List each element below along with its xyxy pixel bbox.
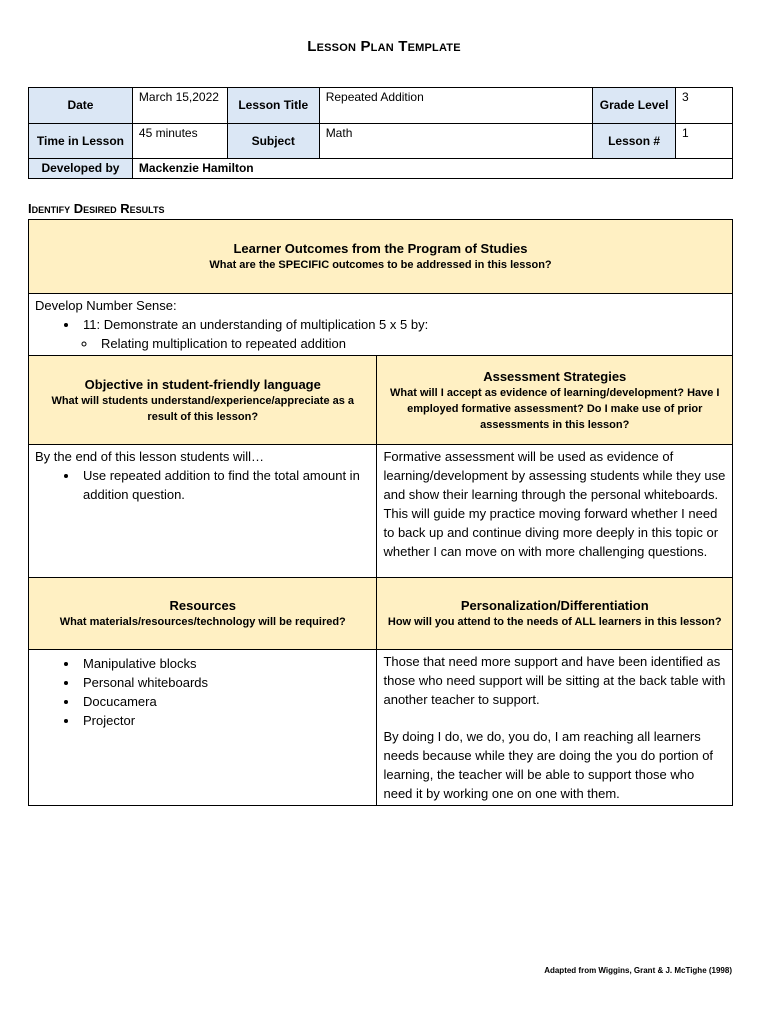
time-label: Time in Lesson [29, 124, 133, 159]
learner-outcomes-body [29, 294, 733, 356]
assessment-heading: Assessment Strategies [483, 368, 627, 384]
learner-outcomes-heading: Learner Outcomes from the Program of Studies [233, 241, 528, 256]
assessment-subheading: What will I accept as evidence of learning/development? Have I employed formative assessment? Do I make use of prior assessments in this lesson? [390, 386, 720, 431]
footer-citation: Adapted from Wiggins, Grant & J. McTighe (1998) [544, 966, 732, 975]
lesson-number-label: Lesson # [593, 124, 676, 159]
resources-heading: Resources [169, 598, 236, 613]
date-value: March 15,2022 [132, 88, 227, 124]
objective-header [29, 356, 377, 445]
subject-label: Subject [227, 124, 319, 159]
learner-outcomes-header [29, 220, 733, 294]
time-value: 45 minutes [132, 124, 227, 159]
differentiation-header [377, 578, 733, 650]
differentiation-body [377, 650, 733, 806]
lesson-title-value: Repeated Addition [319, 88, 592, 124]
differentiation-para-2: By doing I do, we do, you do, I am reaching all learners needs because while they are doing the you do portion of learning, the teacher will be able to support those who need it by working one on one with them. [383, 729, 714, 801]
resource-item: • Projector [79, 711, 370, 730]
differentiation-para-1: Those that need more support and have been identified as those who need support will be sitting at the back table with another teacher to support. [383, 654, 726, 707]
objective-body [29, 445, 377, 578]
objective-heading: Objective in student-friendly language [84, 376, 321, 392]
objective-bullet: • Use repeated addition to find the total amount in addition question. [79, 466, 370, 504]
outcomes-intro: Develop Number Sense: [35, 298, 177, 313]
resources-body [29, 650, 377, 806]
lesson-title-label: Lesson Title [227, 88, 319, 124]
resource-item: • Manipulative blocks [79, 654, 370, 673]
resources-header [29, 578, 377, 650]
desired-results-table [28, 219, 733, 806]
lesson-info-table [28, 87, 733, 179]
assessment-header [377, 356, 733, 445]
differentiation-subheading: How will you attend to the needs of ALL learners in this lesson? [387, 616, 722, 628]
learner-outcomes-subheading: What are the SPECIFIC outcomes to be addressed in this lesson? [209, 259, 552, 271]
subject-value: Math [319, 124, 592, 159]
developed-by-value: Mackenzie Hamilton [132, 159, 732, 179]
outcomes-sub-bullet: ◦ Relating multiplication to repeated addition [97, 334, 726, 353]
page-title: Lesson Plan Template [307, 38, 461, 55]
grade-value: 3 [676, 88, 733, 124]
assessment-body: Formative assessment will be used as evidence of learning/development by assessing students while they use and show their learning through the personal whiteboards. This will guide my practice moving forward whether I need to back up and continue diving more deeply in this topic or whether I can move on with more challenging questions. [377, 445, 733, 578]
grade-label: Grade Level [593, 88, 676, 124]
date-label: Date [29, 88, 133, 124]
objective-intro: By the end of this lesson students will… [35, 449, 265, 464]
resources-subheading: What materials/resources/technology will be required? [59, 616, 346, 628]
objective-subheading: What will students understand/experience/appreciate as a result of this lesson? [51, 394, 355, 423]
lesson-number-value: 1 [676, 124, 733, 159]
outcomes-bullet: • 11: Demonstrate an understanding of multiplication 5 x 5 by: [79, 315, 726, 334]
differentiation-heading: Personalization/Differentiation [460, 598, 649, 613]
developed-by-label: Developed by [29, 159, 133, 179]
resource-item: • Personal whiteboards [79, 673, 370, 692]
resource-item: • Docucamera [79, 692, 370, 711]
section-heading: Identify Desired Results [28, 201, 165, 216]
